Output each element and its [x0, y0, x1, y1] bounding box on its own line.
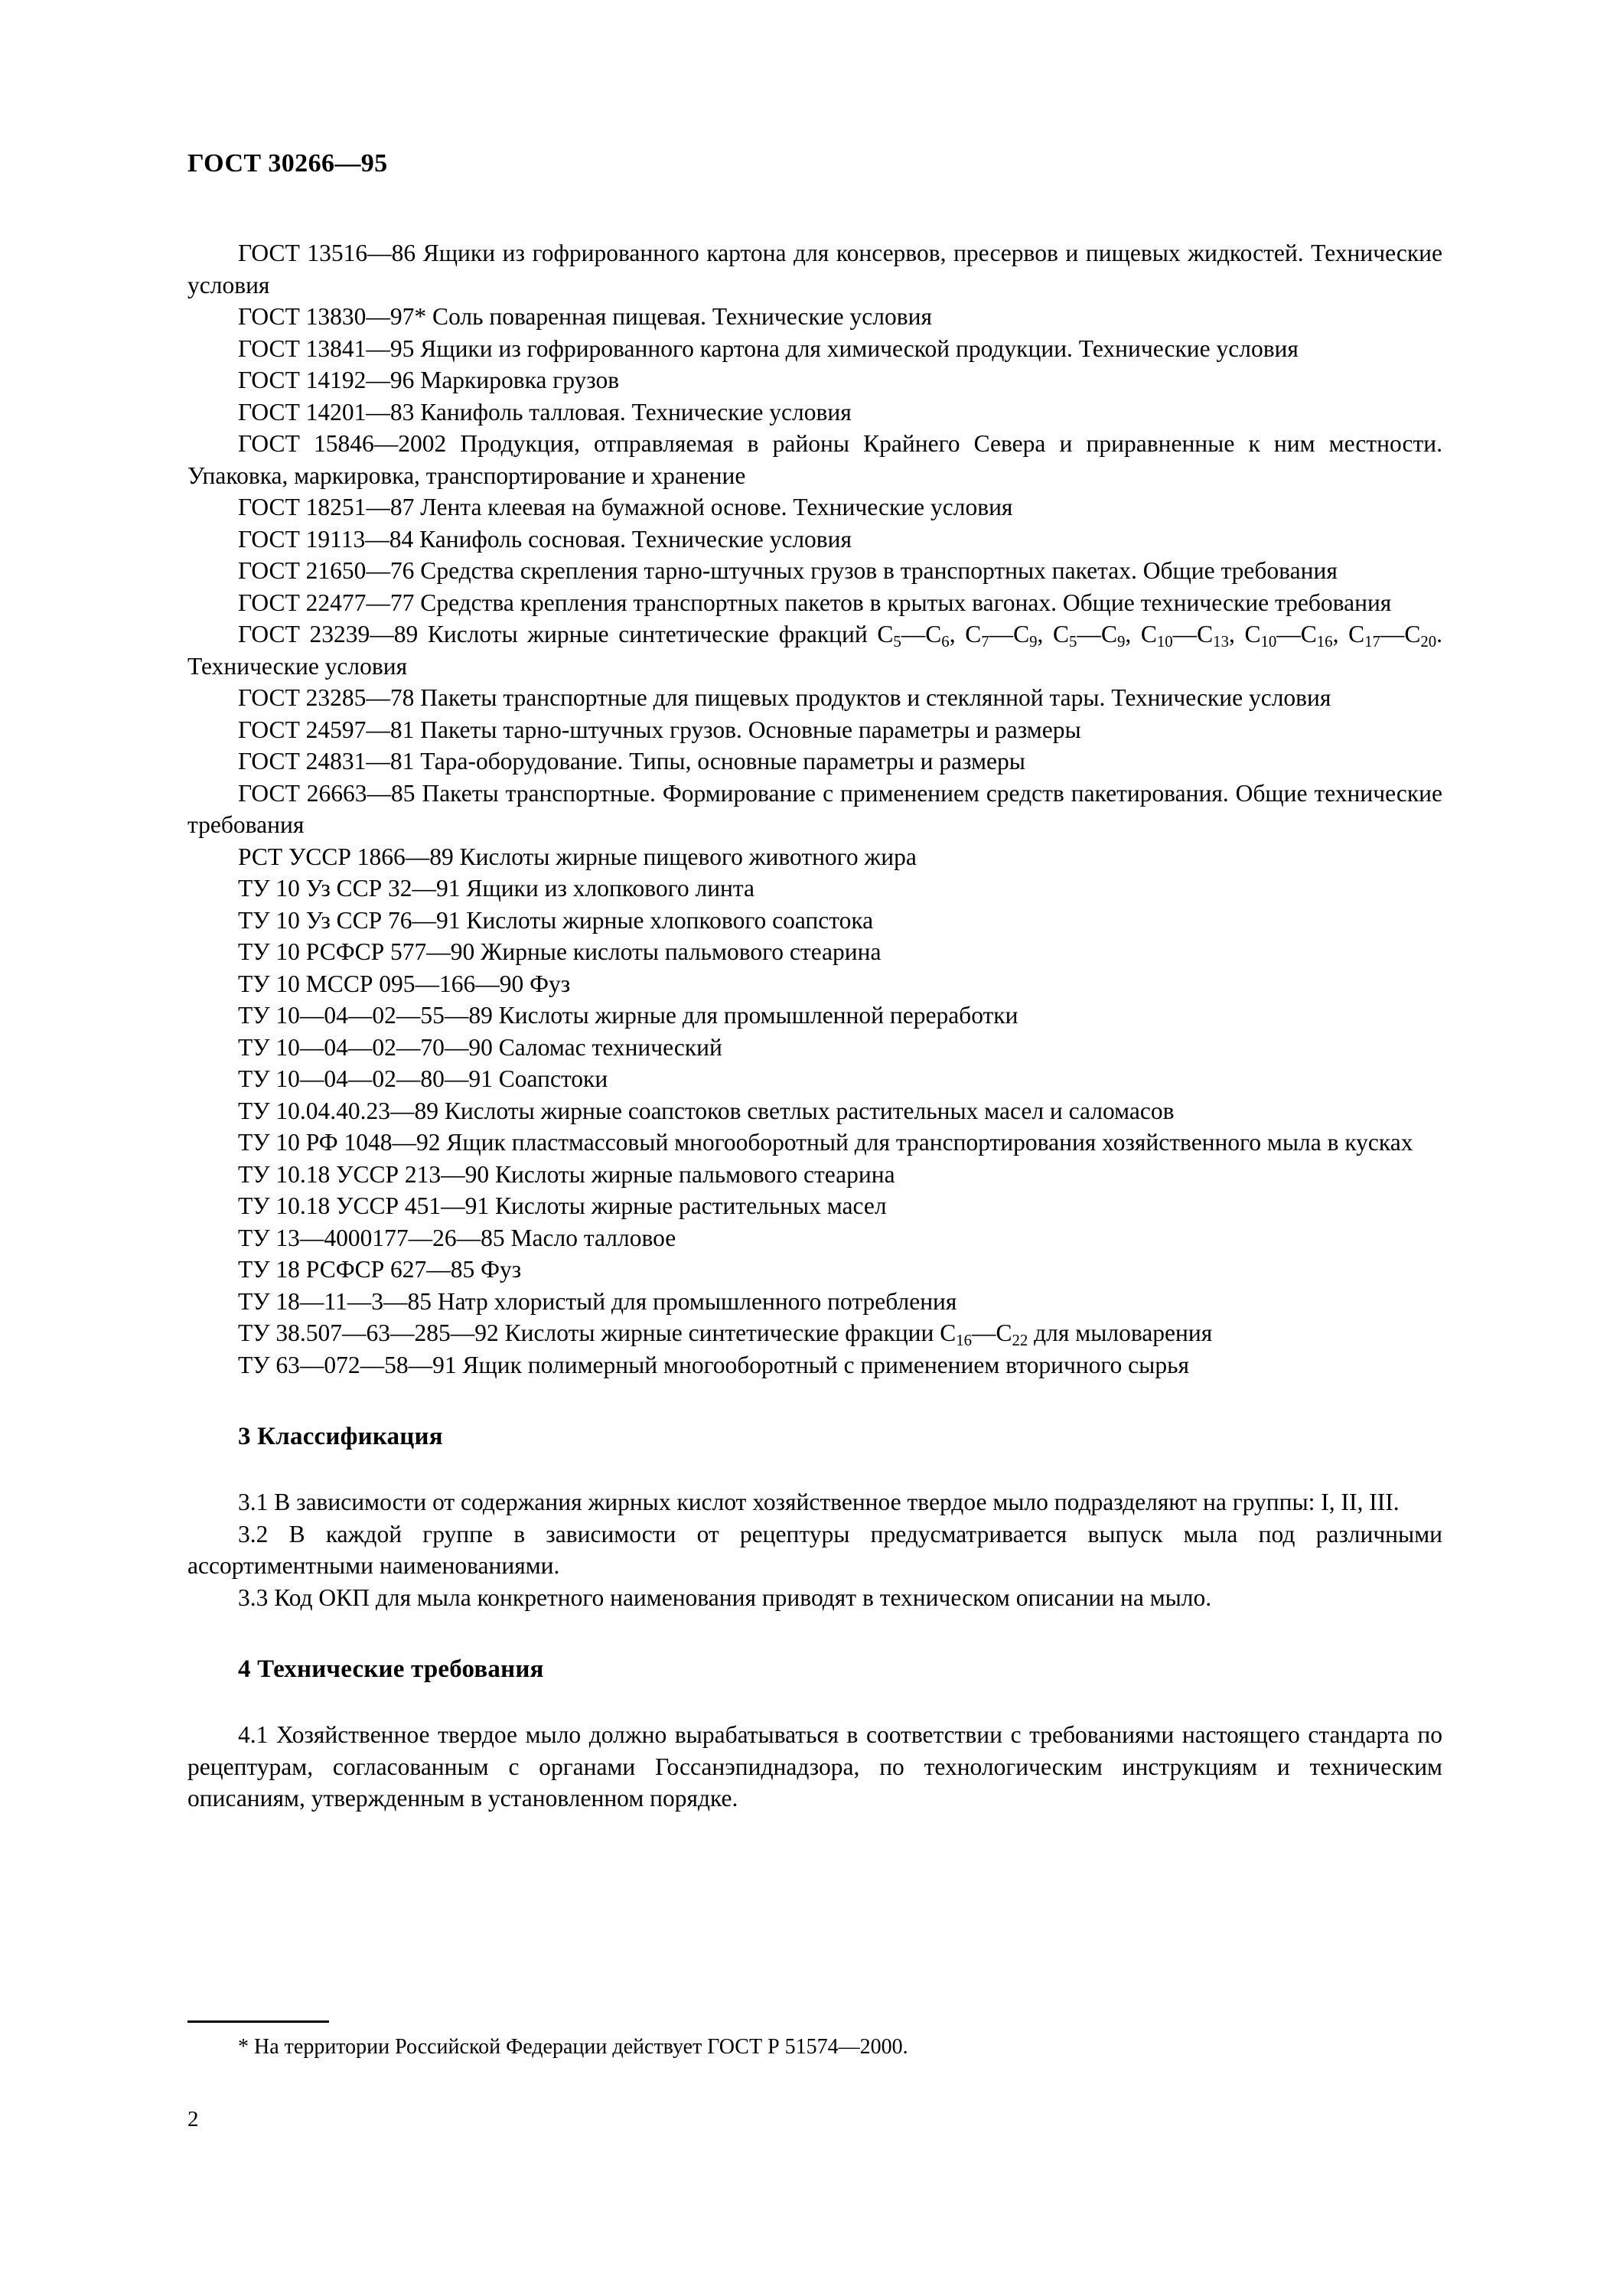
gost-23239-text: —C — [989, 621, 1030, 648]
reference-item-tu-38507 — [187, 1317, 1442, 1349]
reference-item: ТУ 10 МССР 095—166—90 Фуз — [238, 970, 571, 997]
gost-23239-text: , C — [1125, 621, 1157, 648]
reference-item-gost-23239 — [187, 618, 1442, 682]
reference-item: ГОСТ 13830—97* Соль поваренная пищевая. Технические условия — [238, 303, 932, 331]
page-content — [187, 149, 1442, 1815]
subscript: 16 — [956, 1332, 972, 1350]
clause-4-1: 4.1 Хозяйственное твердое мыло должно вырабатываться в соответствии с требованиями настоящего стандарта по рецептурам, согласованным с органами Госсанэпиднадзора, по технологическим инструкциям и техническим описаниям, утвержденным в установленном порядке. — [187, 1721, 1442, 1812]
reference-item: ГОСТ 26663—85 Пакеты транспортные. Формирование с применением средств пакетирования. Общие технические требования — [187, 779, 1442, 839]
reference-item: РСТ УССР 1866—89 Кислоты жирные пищевого животного жира — [238, 843, 917, 870]
gost-23239-text: . Технические условия — [187, 621, 1443, 680]
footnote-text: * На территории Российской Федерации действует ГОСТ Р 51574—2000. — [238, 2035, 908, 2059]
spacer — [187, 1381, 1442, 1420]
reference-item: ГОСТ 15846—2002 Продукция, отправляемая в районы Крайнего Севера и приравненные к ним местности. Упаковка, маркировка, транспортирование и хранение — [187, 430, 1442, 489]
spacer — [187, 1613, 1442, 1653]
subscript: 9 — [1116, 633, 1126, 651]
clause-3-1: 3.1 В зависимости от содержания жирных кислот хозяйственное твердое мыло подразделяют на группы: I, II, III. — [238, 1489, 1400, 1516]
reference-item: ТУ 10.18 УССР 213—90 Кислоты жирные пальмового стеарина — [238, 1160, 895, 1188]
subscript: 5 — [1069, 633, 1077, 651]
reference-item: ГОСТ 19113—84 Канифоль сосновая. Технические условия — [238, 525, 852, 553]
normative-references-list — [187, 237, 1442, 1381]
gost-23239-text: , C — [1228, 621, 1261, 648]
subscript: 16 — [1316, 633, 1333, 651]
reference-item: ТУ 13—4000177—26—85 Масло талловое — [238, 1224, 676, 1251]
tu-38507-text: ТУ 38.507—63—285—92 Кислоты жирные синтетические фракции C — [238, 1319, 957, 1347]
reference-item: ТУ 18 РСФСР 627—85 Фуз — [238, 1256, 522, 1283]
clause-3-2: 3.2 В каждой группе в зависимости от рецептуры предусматривается выпуск мыла под различными ассортиментными наименованиями. — [187, 1520, 1442, 1580]
reference-item: ТУ 10 Уз ССР 32—91 Ящики из хлопкового линта — [238, 875, 755, 902]
subscript: 20 — [1420, 633, 1437, 651]
reference-item: ТУ 18—11—3—85 Натр хлористый для промышленного потребления — [238, 1287, 957, 1315]
page-number: 2 — [187, 2107, 199, 2131]
reference-item: ГОСТ 14201—83 Канифоль талловая. Технические условия — [238, 398, 852, 426]
reference-item: ТУ 10.04.40.23—89 Кислоты жирные соапстоков светлых растительных масел и саломасов — [238, 1097, 1175, 1124]
gost-23239-text: , C — [949, 621, 982, 648]
subscript: 7 — [981, 633, 989, 651]
spacer — [187, 1453, 1442, 1486]
reference-item: ТУ 10 Уз ССР 76—91 Кислоты жирные хлопкового соапстока — [238, 906, 874, 934]
spacer — [187, 1685, 1442, 1719]
subscript: 17 — [1364, 633, 1380, 651]
reference-item: ТУ 63—072—58—91 Ящик полимерный многооборотный с применением вторичного сырья — [238, 1351, 1189, 1378]
clause-3-3: 3.3 Код ОКП для мыла конкретного наименования приводят в техническом описании на мыло. — [238, 1583, 1212, 1611]
tu-38507-text: —C — [971, 1319, 1012, 1347]
reference-item: ТУ 10 РФ 1048—92 Ящик пластмассовый многооборотный для транспортирования хозяйственного мыла в кусках — [238, 1129, 1413, 1156]
reference-item: ГОСТ 21650—76 Средства скрепления тарно-штучных грузов в транспортных пакетах. Общие требования — [238, 557, 1338, 585]
reference-item: ТУ 10—04—02—55—89 Кислоты жирные для промышленной переработки — [238, 1002, 1018, 1029]
reference-item: ТУ 10.18 УССР 451—91 Кислоты жирные растительных масел — [238, 1192, 887, 1220]
subscript: 13 — [1213, 633, 1229, 651]
footnote-area — [187, 2020, 1442, 2061]
section-heading-3: 3 Классификация — [238, 1423, 443, 1451]
gost-23239-text: —C — [901, 621, 942, 648]
reference-item: ТУ 10 РСФСР 577—90 Жирные кислоты пальмового стеарина — [238, 938, 882, 966]
reference-item: ГОСТ 13516—86 Ящики из гофрированного картона для консервов, пресервов и пищевых жидкостей. Технические условия — [187, 240, 1442, 298]
gost-23239-text: —C — [1172, 621, 1214, 648]
gost-23239-text: —C — [1077, 621, 1117, 648]
reference-item: ГОСТ 23285—78 Пакеты транспортные для пищевых продуктов и стеклянной тары. Технические условия — [238, 684, 1331, 712]
reference-item: ГОСТ 24831—81 Тара-оборудование. Типы, основные параметры и размеры — [238, 748, 1025, 775]
reference-item: ГОСТ 22477—77 Средства крепления транспортных пакетов в крытых вагонах. Общие технические требования — [238, 589, 1392, 616]
reference-item: ГОСТ 14192—96 Маркировка грузов — [238, 367, 620, 394]
footnote-separator-rule — [187, 2020, 329, 2023]
subscript: 10 — [1156, 633, 1173, 651]
gost-23239-text: —C — [1276, 621, 1317, 648]
section-heading-4: 4 Технические требования — [238, 1655, 544, 1684]
subscript: 10 — [1260, 633, 1277, 651]
running-head: ГОСТ 30266—95 — [187, 149, 388, 178]
subscript: 5 — [893, 633, 901, 651]
subscript: 6 — [941, 633, 950, 651]
reference-item: ГОСТ 13841—95 Ящики из гофрированного картона для химической продукции. Технические условия — [238, 334, 1299, 362]
reference-item: ТУ 10—04—02—70—90 Саломас технический — [238, 1033, 722, 1061]
gost-23239-text: , C — [1037, 621, 1070, 648]
reference-item: ГОСТ 24597—81 Пакеты тарно-штучных грузов. Основные параметры и размеры — [238, 716, 1081, 743]
gost-23239-text: ГОСТ 23239—89 Кислоты жирные синтетические фракций C — [238, 621, 894, 648]
subscript: 9 — [1029, 633, 1038, 651]
reference-item: ТУ 10—04—02—80—91 Соапстоки — [238, 1065, 608, 1093]
gost-23239-text: —C — [1380, 621, 1421, 648]
subscript: 22 — [1012, 1332, 1028, 1350]
tu-38507-text: для мыловарения — [1028, 1319, 1213, 1347]
reference-item: ГОСТ 18251—87 Лента клеевая на бумажной основе. Технические условия — [238, 494, 1013, 521]
gost-23239-text: , C — [1332, 621, 1365, 648]
